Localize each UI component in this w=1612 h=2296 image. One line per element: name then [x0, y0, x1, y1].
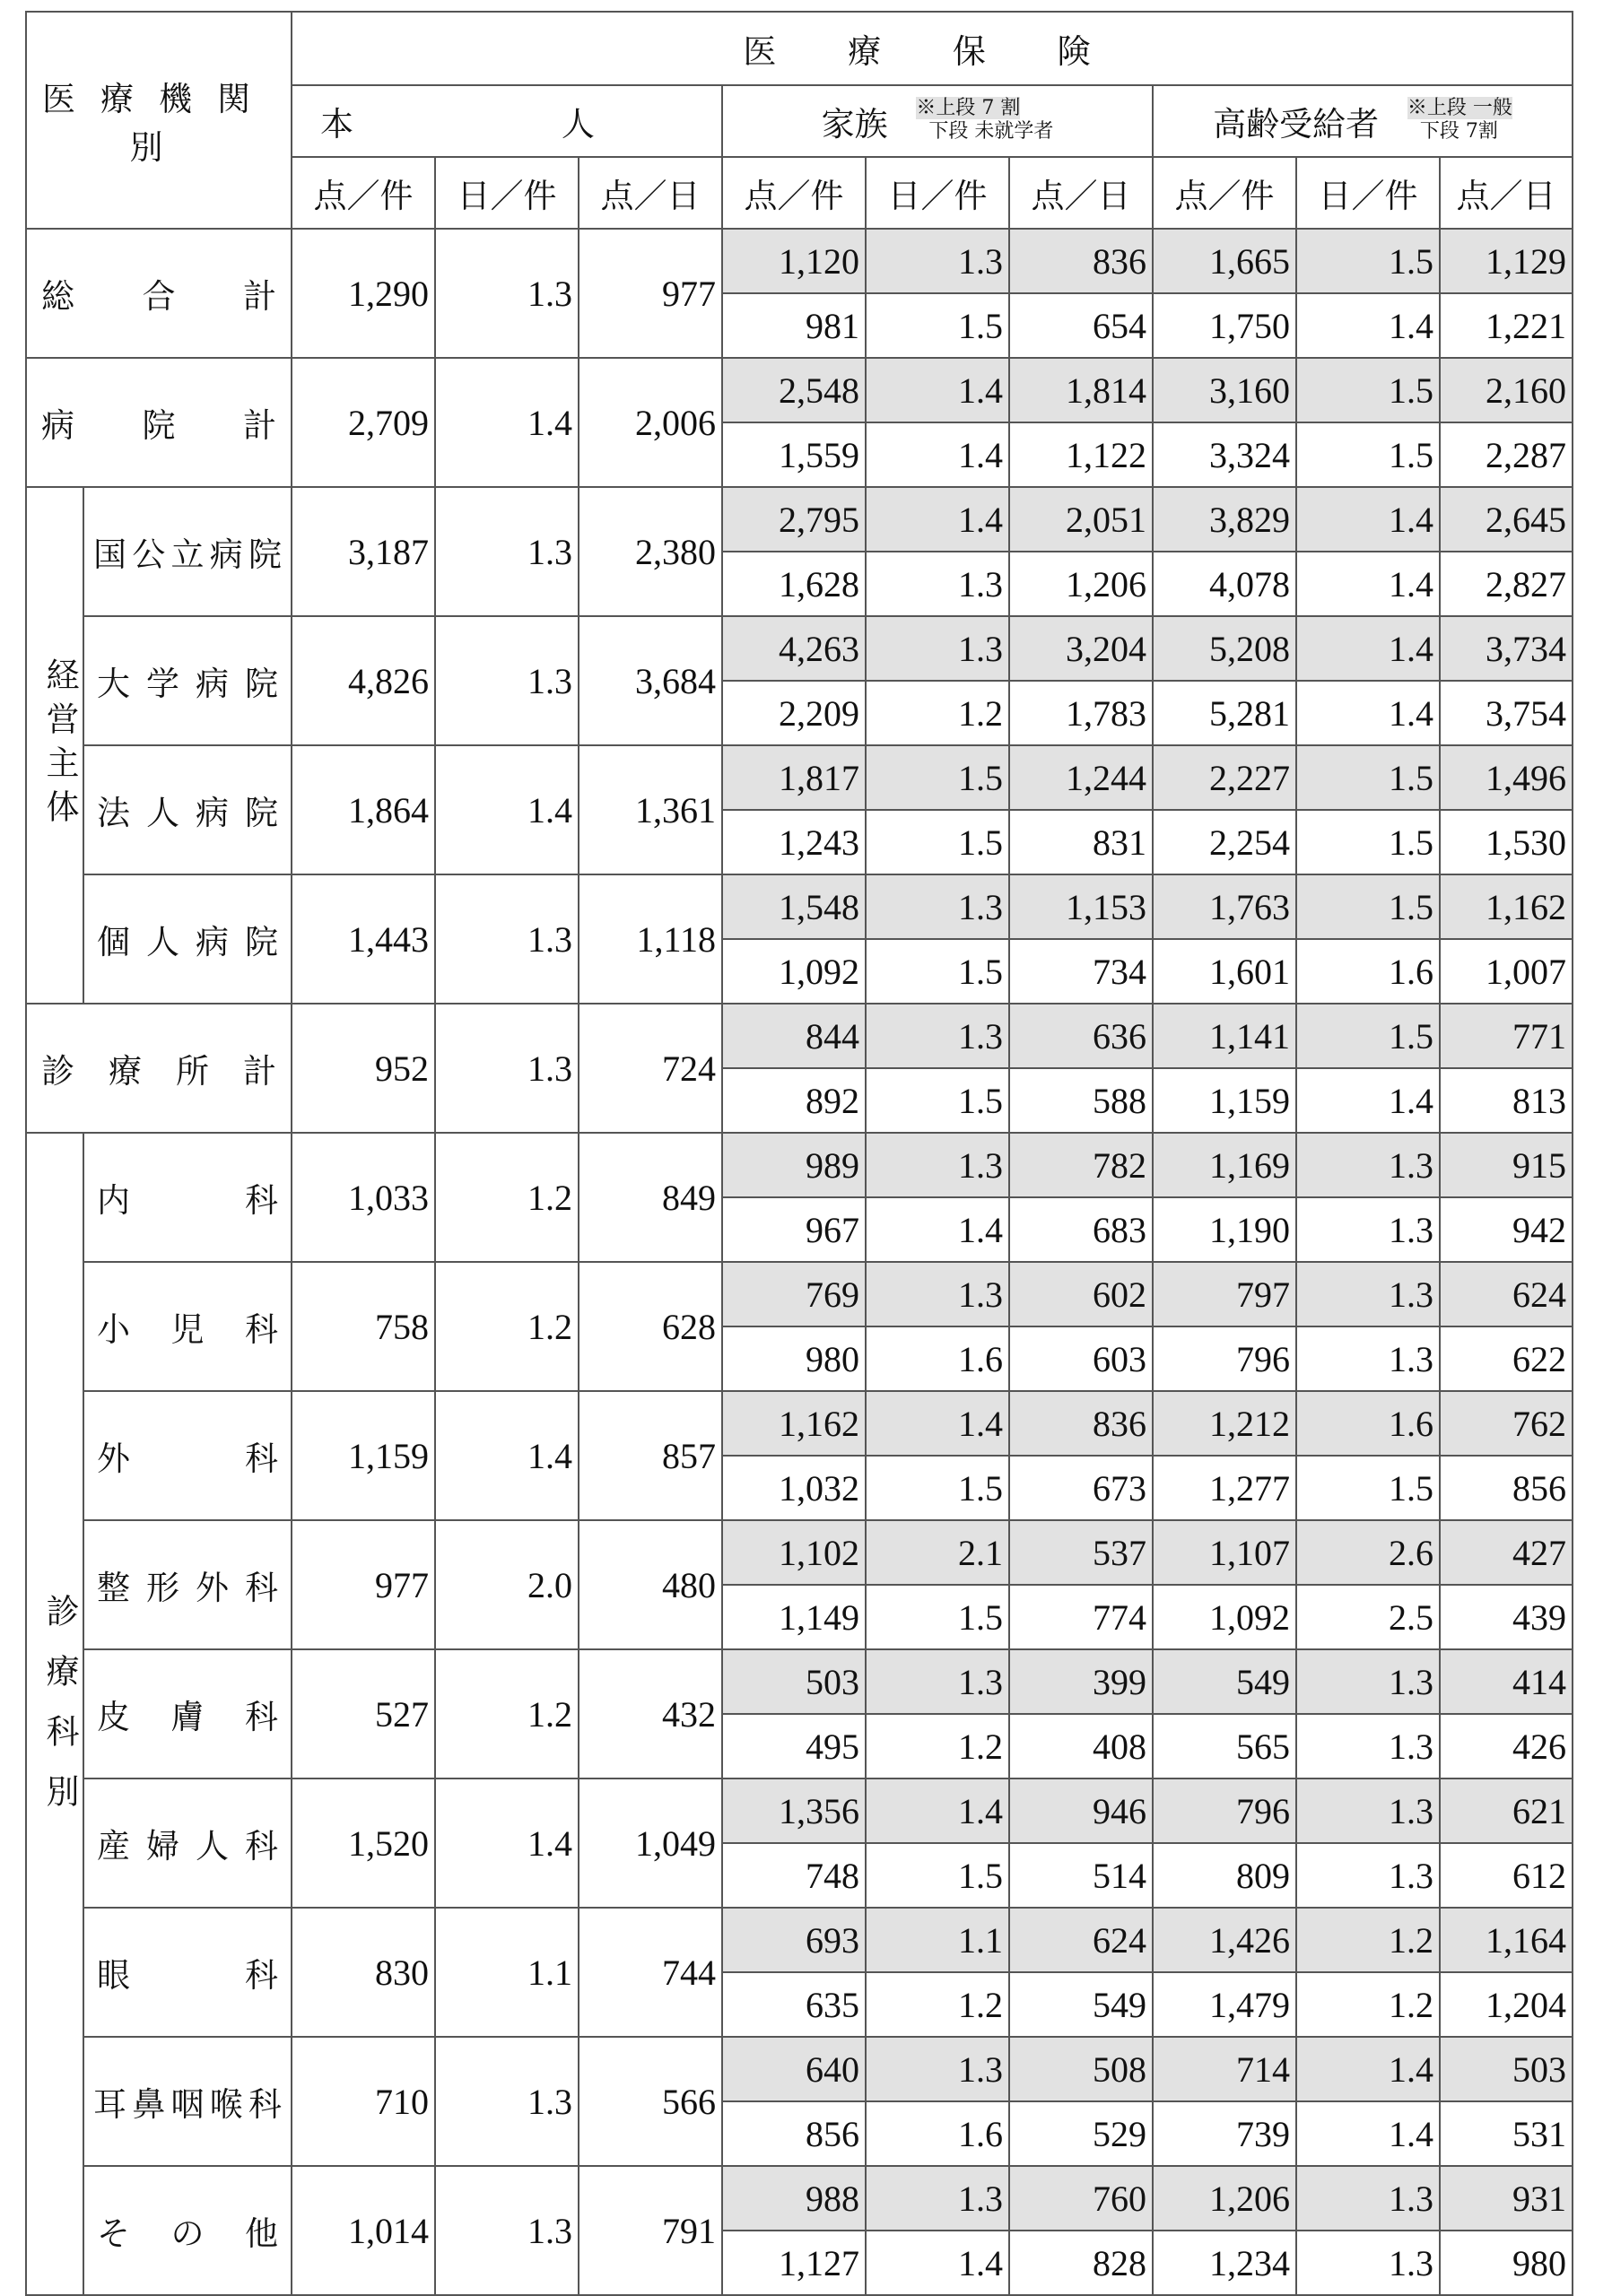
elderly-lower-days-case: 1.3: [1296, 1197, 1440, 1262]
elderly-lower-pts-case: 2,254: [1153, 810, 1296, 874]
elderly-upper-days-case: 1.3: [1296, 1133, 1440, 1197]
col-pts-day: 点／日: [1440, 157, 1573, 229]
row-label: 内科: [83, 1133, 292, 1262]
family-lower-days-case: 1.4: [866, 422, 1009, 487]
elderly-upper-days-case: 1.5: [1296, 874, 1440, 939]
insured-days-case: 1.2: [435, 1262, 579, 1391]
family-upper-pts-case: 988: [722, 2166, 866, 2231]
elderly-lower-pts-case: 1,159: [1153, 1068, 1296, 1133]
elderly-upper-days-case: 1.4: [1296, 2037, 1440, 2101]
elderly-lower-pts-day: 980: [1440, 2231, 1573, 2295]
row-label: 国公立病院: [83, 487, 292, 616]
family-upper-pts-case: 1,162: [722, 1391, 866, 1456]
insured-pts-case: 758: [292, 1262, 435, 1391]
insured-days-case: 1.2: [435, 1133, 579, 1262]
family-lower-pts-case: 856: [722, 2101, 866, 2166]
insured-pts-case: 710: [292, 2037, 435, 2166]
elderly-upper-days-case: 1.3: [1296, 2166, 1440, 2231]
family-lower-days-case: 1.5: [866, 293, 1009, 358]
family-lower-pts-case: 981: [722, 293, 866, 358]
insured-days-case: 1.4: [435, 1391, 579, 1520]
row-label: 整形外科: [83, 1520, 292, 1649]
elderly-note: ※上段 一般 下段 7割: [1407, 97, 1512, 143]
family-upper-days-case: 1.3: [866, 2037, 1009, 2101]
family-upper-pts-day: 1,814: [1009, 358, 1153, 422]
family-lower-days-case: 1.2: [866, 1714, 1009, 1779]
insured-days-case: 1.3: [435, 2037, 579, 2166]
elderly-header: [1153, 85, 1573, 157]
group-label-text: 経営主体: [40, 657, 79, 833]
family-lower-days-case: 1.6: [866, 2101, 1009, 2166]
insured-pts-case: 1,864: [292, 745, 435, 874]
insured-pts-day: 849: [579, 1133, 722, 1262]
elderly-lower-days-case: 1.4: [1296, 1068, 1440, 1133]
row-label: 個人病院: [83, 874, 292, 1004]
insured-pts-case: 1,520: [292, 1779, 435, 1908]
family-lower-pts-case: 748: [722, 1843, 866, 1908]
family-upper-pts-day: 3,204: [1009, 616, 1153, 681]
elderly-lower-pts-case: 5,281: [1153, 681, 1296, 745]
elderly-upper-pts-day: 2,160: [1440, 358, 1573, 422]
row-label: 大学病院: [83, 616, 292, 745]
family-upper-pts-day: 1,244: [1009, 745, 1153, 810]
elderly-upper-pts-day: 1,129: [1440, 229, 1573, 293]
row-label: 皮膚科: [83, 1649, 292, 1779]
elderly-lower-pts-day: 2,827: [1440, 552, 1573, 616]
elderly-upper-pts-day: 915: [1440, 1133, 1573, 1197]
elderly-lower-pts-case: 3,324: [1153, 422, 1296, 487]
family-upper-pts-day: 624: [1009, 1908, 1153, 1972]
elderly-lower-pts-day: 1,221: [1440, 293, 1573, 358]
elderly-lower-pts-day: 813: [1440, 1068, 1573, 1133]
elderly-lower-days-case: 1.5: [1296, 1456, 1440, 1520]
elderly-upper-pts-day: 503: [1440, 2037, 1573, 2101]
elderly-lower-pts-case: 1,750: [1153, 293, 1296, 358]
statistics-table: [25, 11, 1573, 2296]
insured-pts-case: 830: [292, 1908, 435, 2037]
family-upper-pts-day: 508: [1009, 2037, 1153, 2101]
family-lower-days-case: 1.5: [866, 1456, 1009, 1520]
table-row: [26, 229, 1573, 293]
table-row: [26, 1133, 1573, 1197]
table-row: [26, 1779, 1573, 1843]
family-lower-pts-day: 831: [1009, 810, 1153, 874]
department-group-label: [26, 1133, 83, 2295]
elderly-upper-pts-case: 1,665: [1153, 229, 1296, 293]
col-days-case: 日／件: [435, 157, 579, 229]
family-lower-pts-case: 1,243: [722, 810, 866, 874]
elderly-upper-days-case: 1.6: [1296, 1391, 1440, 1456]
elderly-lower-days-case: 1.5: [1296, 422, 1440, 487]
insured-pts-day: 1,361: [579, 745, 722, 874]
insured-days-case: 1.3: [435, 616, 579, 745]
table-row: [26, 1262, 1573, 1326]
elderly-lower-pts-day: 942: [1440, 1197, 1573, 1262]
insured-pts-day: 977: [579, 229, 722, 358]
family-upper-days-case: 1.3: [866, 229, 1009, 293]
insured-pts-day: 1,118: [579, 874, 722, 1004]
family-lower-days-case: 1.2: [866, 681, 1009, 745]
row-label: 病院計: [26, 358, 292, 487]
elderly-upper-pts-day: 624: [1440, 1262, 1573, 1326]
elderly-upper-pts-case: 797: [1153, 1262, 1296, 1326]
elderly-lower-days-case: 1.3: [1296, 1714, 1440, 1779]
family-upper-days-case: 1.3: [866, 1262, 1009, 1326]
family-lower-pts-case: 495: [722, 1714, 866, 1779]
family-lower-pts-case: 980: [722, 1326, 866, 1391]
row-label: 総合計: [26, 229, 292, 358]
elderly-upper-pts-day: 3,734: [1440, 616, 1573, 681]
table-row: [26, 874, 1573, 939]
elderly-lower-pts-case: 1,277: [1153, 1456, 1296, 1520]
elderly-upper-pts-case: 1,426: [1153, 1908, 1296, 1972]
elderly-upper-pts-day: 931: [1440, 2166, 1573, 2231]
elderly-upper-days-case: 1.5: [1296, 1004, 1440, 1068]
elderly-lower-days-case: 1.4: [1296, 681, 1440, 745]
col-pts-case: 点／件: [722, 157, 866, 229]
insured-days-case: 1.3: [435, 229, 579, 358]
insured-pts-case: 1,443: [292, 874, 435, 1004]
elderly-upper-pts-day: 414: [1440, 1649, 1573, 1714]
elderly-upper-pts-case: 1,107: [1153, 1520, 1296, 1585]
elderly-upper-pts-day: 621: [1440, 1779, 1573, 1843]
insured-days-case: 1.2: [435, 1649, 579, 1779]
family-upper-pts-case: 989: [722, 1133, 866, 1197]
elderly-upper-pts-case: 796: [1153, 1779, 1296, 1843]
table-row: [26, 358, 1573, 422]
table-row: [26, 1004, 1573, 1068]
family-upper-pts-day: 2,051: [1009, 487, 1153, 552]
elderly-lower-pts-day: 3,754: [1440, 681, 1573, 745]
elderly-upper-days-case: 1.2: [1296, 1908, 1440, 1972]
table-body: [26, 229, 1573, 2295]
elderly-lower-days-case: 2.5: [1296, 1585, 1440, 1649]
insured-days-case: 2.0: [435, 1520, 579, 1649]
elderly-lower-days-case: 1.5: [1296, 810, 1440, 874]
family-lower-pts-case: 2,209: [722, 681, 866, 745]
elderly-upper-days-case: 1.5: [1296, 358, 1440, 422]
row-label: 眼科: [83, 1908, 292, 2037]
family-upper-pts-day: 836: [1009, 229, 1153, 293]
table-row: [26, 1520, 1573, 1585]
family-upper-pts-case: 4,263: [722, 616, 866, 681]
insured-pts-case: 1,014: [292, 2166, 435, 2295]
elderly-lower-days-case: 1.3: [1296, 1843, 1440, 1908]
elderly-lower-pts-case: 1,479: [1153, 1972, 1296, 2037]
elderly-lower-days-case: 1.4: [1296, 552, 1440, 616]
family-upper-days-case: 1.3: [866, 1649, 1009, 1714]
elderly-upper-pts-day: 1,496: [1440, 745, 1573, 810]
col-pts-day: 点／日: [1009, 157, 1153, 229]
row-label: その他: [83, 2166, 292, 2295]
family-upper-pts-case: 693: [722, 1908, 866, 1972]
family-header: [722, 85, 1153, 157]
family-upper-pts-day: 782: [1009, 1133, 1153, 1197]
insured-days-case: 1.3: [435, 487, 579, 616]
family-upper-pts-case: 1,817: [722, 745, 866, 810]
elderly-lower-pts-day: 1,530: [1440, 810, 1573, 874]
insured-days-case: 1.4: [435, 1779, 579, 1908]
family-upper-pts-case: 1,102: [722, 1520, 866, 1585]
family-lower-pts-day: 588: [1009, 1068, 1153, 1133]
elderly-lower-days-case: 1.4: [1296, 293, 1440, 358]
family-upper-days-case: 1.4: [866, 358, 1009, 422]
family-lower-days-case: 1.5: [866, 1843, 1009, 1908]
table-row: [26, 1908, 1573, 1972]
family-lower-pts-day: 673: [1009, 1456, 1153, 1520]
table-row: [26, 2166, 1573, 2231]
family-lower-pts-day: 774: [1009, 1585, 1153, 1649]
family-lower-pts-day: 1,206: [1009, 552, 1153, 616]
management-group-label: [26, 487, 83, 1004]
family-upper-days-case: 1.3: [866, 874, 1009, 939]
family-lower-pts-day: 408: [1009, 1714, 1153, 1779]
insured-pts-day: 744: [579, 1908, 722, 2037]
insured-header: 本 人: [292, 85, 722, 157]
family-lower-days-case: 1.4: [866, 2231, 1009, 2295]
insured-pts-case: 527: [292, 1649, 435, 1779]
family-upper-days-case: 1.4: [866, 1779, 1009, 1843]
elderly-label: 高齢受給者: [1213, 105, 1380, 144]
row-label: 法人病院: [83, 745, 292, 874]
elderly-lower-pts-day: 439: [1440, 1585, 1573, 1649]
col-pts-case: 点／件: [1153, 157, 1296, 229]
insured-pts-day: 432: [579, 1649, 722, 1779]
table-row: [26, 745, 1573, 810]
medical-insurance-header: 医 療 保 険: [292, 12, 1573, 85]
table-row: [26, 616, 1573, 681]
family-lower-pts-day: 828: [1009, 2231, 1153, 2295]
elderly-upper-days-case: 1.5: [1296, 229, 1440, 293]
family-lower-pts-case: 967: [722, 1197, 866, 1262]
elderly-lower-pts-case: 739: [1153, 2101, 1296, 2166]
family-lower-days-case: 1.2: [866, 1972, 1009, 2037]
elderly-lower-pts-day: 426: [1440, 1714, 1573, 1779]
family-lower-pts-case: 1,628: [722, 552, 866, 616]
family-upper-pts-day: 1,153: [1009, 874, 1153, 939]
family-lower-pts-day: 549: [1009, 1972, 1153, 2037]
family-upper-pts-day: 537: [1009, 1520, 1153, 1585]
elderly-upper-pts-day: 427: [1440, 1520, 1573, 1585]
family-lower-pts-day: 654: [1009, 293, 1153, 358]
table-row: [26, 487, 1573, 552]
elderly-upper-pts-case: 3,829: [1153, 487, 1296, 552]
insured-pts-day: 791: [579, 2166, 722, 2295]
elderly-upper-days-case: 1.3: [1296, 1649, 1440, 1714]
elderly-upper-pts-case: 1,763: [1153, 874, 1296, 939]
family-upper-pts-case: 1,548: [722, 874, 866, 939]
elderly-lower-pts-case: 565: [1153, 1714, 1296, 1779]
group-label-text: 診療科別: [40, 1594, 79, 1834]
elderly-lower-pts-day: 612: [1440, 1843, 1573, 1908]
family-upper-pts-day: 602: [1009, 1262, 1153, 1326]
family-upper-pts-day: 636: [1009, 1004, 1153, 1068]
family-lower-days-case: 1.6: [866, 1326, 1009, 1391]
insured-days-case: 1.3: [435, 1004, 579, 1133]
table-row: [26, 2037, 1573, 2101]
family-lower-pts-day: 734: [1009, 939, 1153, 1004]
insured-pts-day: 1,049: [579, 1779, 722, 1908]
elderly-lower-days-case: 1.4: [1296, 2101, 1440, 2166]
table-row: [26, 1649, 1573, 1714]
elderly-upper-days-case: 1.3: [1296, 1262, 1440, 1326]
family-upper-pts-case: 1,356: [722, 1779, 866, 1843]
elderly-lower-pts-case: 1,092: [1153, 1585, 1296, 1649]
family-lower-pts-case: 1,127: [722, 2231, 866, 2295]
elderly-lower-days-case: 1.3: [1296, 1326, 1440, 1391]
elderly-lower-pts-case: 1,601: [1153, 939, 1296, 1004]
institution-header: 医療機関別: [26, 12, 292, 229]
insured-days-case: 1.4: [435, 358, 579, 487]
elderly-upper-days-case: 1.5: [1296, 745, 1440, 810]
col-pts-case: 点／件: [292, 157, 435, 229]
col-days-case: 日／件: [1296, 157, 1440, 229]
family-upper-pts-case: 503: [722, 1649, 866, 1714]
family-lower-pts-day: 603: [1009, 1326, 1153, 1391]
row-label: 産婦人科: [83, 1779, 292, 1908]
elderly-upper-pts-case: 714: [1153, 2037, 1296, 2101]
elderly-upper-pts-case: 3,160: [1153, 358, 1296, 422]
insured-pts-day: 857: [579, 1391, 722, 1520]
insured-pts-day: 724: [579, 1004, 722, 1133]
insured-pts-day: 2,380: [579, 487, 722, 616]
elderly-lower-pts-case: 1,190: [1153, 1197, 1296, 1262]
elderly-lower-pts-day: 2,287: [1440, 422, 1573, 487]
family-lower-pts-day: 1,122: [1009, 422, 1153, 487]
elderly-lower-pts-day: 531: [1440, 2101, 1573, 2166]
insured-days-case: 1.3: [435, 2166, 579, 2295]
family-upper-pts-day: 399: [1009, 1649, 1153, 1714]
family-upper-days-case: 1.3: [866, 616, 1009, 681]
family-lower-days-case: 1.5: [866, 939, 1009, 1004]
elderly-lower-pts-day: 1,204: [1440, 1972, 1573, 2037]
family-upper-pts-case: 769: [722, 1262, 866, 1326]
elderly-lower-pts-day: 1,007: [1440, 939, 1573, 1004]
family-upper-days-case: 1.4: [866, 487, 1009, 552]
insured-pts-day: 2,006: [579, 358, 722, 487]
family-lower-pts-day: 529: [1009, 2101, 1153, 2166]
family-upper-pts-day: 946: [1009, 1779, 1153, 1843]
elderly-lower-days-case: 1.3: [1296, 2231, 1440, 2295]
family-upper-days-case: 1.1: [866, 1908, 1009, 1972]
elderly-upper-pts-day: 2,645: [1440, 487, 1573, 552]
insured-days-case: 1.3: [435, 874, 579, 1004]
family-lower-pts-case: 635: [722, 1972, 866, 2037]
insured-pts-case: 2,709: [292, 358, 435, 487]
insured-pts-day: 566: [579, 2037, 722, 2166]
family-lower-pts-case: 1,149: [722, 1585, 866, 1649]
family-lower-pts-case: 1,559: [722, 422, 866, 487]
family-lower-pts-case: 1,032: [722, 1456, 866, 1520]
insured-pts-day: 480: [579, 1520, 722, 1649]
family-upper-pts-case: 2,795: [722, 487, 866, 552]
elderly-lower-pts-day: 622: [1440, 1326, 1573, 1391]
elderly-upper-pts-case: 2,227: [1153, 745, 1296, 810]
elderly-upper-pts-case: 5,208: [1153, 616, 1296, 681]
insured-pts-day: 3,684: [579, 616, 722, 745]
family-lower-days-case: 1.5: [866, 1585, 1009, 1649]
insured-pts-case: 977: [292, 1520, 435, 1649]
table-row: [26, 1391, 1573, 1456]
family-upper-days-case: 1.4: [866, 1391, 1009, 1456]
family-lower-pts-day: 1,783: [1009, 681, 1153, 745]
insured-pts-case: 4,826: [292, 616, 435, 745]
col-days-case: 日／件: [866, 157, 1009, 229]
family-upper-pts-case: 844: [722, 1004, 866, 1068]
insured-pts-day: 628: [579, 1262, 722, 1391]
elderly-upper-pts-day: 762: [1440, 1391, 1573, 1456]
family-lower-pts-day: 683: [1009, 1197, 1153, 1262]
family-lower-pts-day: 514: [1009, 1843, 1153, 1908]
elderly-upper-pts-case: 1,212: [1153, 1391, 1296, 1456]
family-upper-pts-case: 1,120: [722, 229, 866, 293]
family-upper-days-case: 2.1: [866, 1520, 1009, 1585]
insured-pts-case: 952: [292, 1004, 435, 1133]
family-label: 家族: [821, 105, 888, 144]
elderly-lower-days-case: 1.2: [1296, 1972, 1440, 2037]
elderly-upper-days-case: 1.4: [1296, 487, 1440, 552]
elderly-upper-pts-case: 1,169: [1153, 1133, 1296, 1197]
family-upper-days-case: 1.5: [866, 745, 1009, 810]
family-upper-days-case: 1.3: [866, 1004, 1009, 1068]
family-lower-days-case: 1.5: [866, 810, 1009, 874]
elderly-lower-days-case: 1.6: [1296, 939, 1440, 1004]
elderly-upper-pts-case: 1,206: [1153, 2166, 1296, 2231]
insured-pts-case: 3,187: [292, 487, 435, 616]
family-upper-days-case: 1.3: [866, 1133, 1009, 1197]
family-lower-days-case: 1.4: [866, 1197, 1009, 1262]
family-lower-pts-case: 892: [722, 1068, 866, 1133]
family-upper-pts-day: 760: [1009, 2166, 1153, 2231]
family-note: ※上段 7 割 下段 未就学者: [916, 97, 1054, 143]
elderly-upper-pts-case: 1,141: [1153, 1004, 1296, 1068]
col-pts-day: 点／日: [579, 157, 722, 229]
elderly-upper-pts-day: 1,164: [1440, 1908, 1573, 1972]
row-label: 診療所計: [26, 1004, 292, 1133]
elderly-upper-days-case: 1.3: [1296, 1779, 1440, 1843]
insured-pts-case: 1,033: [292, 1133, 435, 1262]
row-label: 小児科: [83, 1262, 292, 1391]
insured-days-case: 1.4: [435, 745, 579, 874]
elderly-lower-pts-case: 4,078: [1153, 552, 1296, 616]
elderly-upper-pts-day: 771: [1440, 1004, 1573, 1068]
insured-pts-case: 1,290: [292, 229, 435, 358]
row-label: 耳鼻咽喉科: [83, 2037, 292, 2166]
insured-days-case: 1.1: [435, 1908, 579, 2037]
elderly-upper-pts-case: 549: [1153, 1649, 1296, 1714]
elderly-upper-days-case: 1.4: [1296, 616, 1440, 681]
family-lower-days-case: 1.5: [866, 1068, 1009, 1133]
family-upper-pts-case: 640: [722, 2037, 866, 2101]
elderly-upper-days-case: 2.6: [1296, 1520, 1440, 1585]
row-label: 外科: [83, 1391, 292, 1520]
elderly-lower-pts-case: 809: [1153, 1843, 1296, 1908]
elderly-lower-pts-case: 796: [1153, 1326, 1296, 1391]
family-upper-days-case: 1.3: [866, 2166, 1009, 2231]
family-lower-pts-case: 1,092: [722, 939, 866, 1004]
elderly-lower-pts-case: 1,234: [1153, 2231, 1296, 2295]
family-upper-pts-day: 836: [1009, 1391, 1153, 1456]
family-lower-days-case: 1.3: [866, 552, 1009, 616]
elderly-upper-pts-day: 1,162: [1440, 874, 1573, 939]
family-upper-pts-case: 2,548: [722, 358, 866, 422]
elderly-lower-pts-day: 856: [1440, 1456, 1573, 1520]
insured-pts-case: 1,159: [292, 1391, 435, 1520]
